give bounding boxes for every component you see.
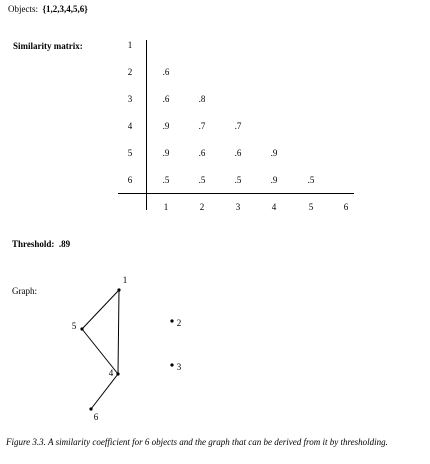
matrix-cell-6-1: .5 bbox=[162, 175, 170, 185]
graph-node-1 bbox=[117, 288, 120, 291]
threshold-label: Threshold: bbox=[12, 239, 55, 249]
graph-node-label-4: 4 bbox=[108, 368, 114, 379]
matrix-cell-4-1: .9 bbox=[162, 121, 170, 131]
matrix-cell-5-2: .6 bbox=[198, 148, 206, 158]
matrix-cell-3-1: .6 bbox=[162, 94, 170, 104]
matrix-cell-5-4: .9 bbox=[270, 148, 278, 158]
graph-node-3 bbox=[170, 363, 173, 366]
matrix-row-label-6: 6 bbox=[127, 175, 133, 185]
matrix-col-label-2: 2 bbox=[199, 202, 205, 212]
graph-node-4 bbox=[116, 372, 119, 375]
graph-edge-1-4 bbox=[118, 290, 119, 374]
graph-node-5 bbox=[80, 327, 83, 330]
matrix-cell-4-2: .7 bbox=[198, 121, 206, 131]
graph-node-label-3: 3 bbox=[176, 362, 182, 373]
matrix-cell-6-5: .5 bbox=[307, 175, 315, 185]
matrix-cell-6-3: .5 bbox=[234, 175, 242, 185]
graph-node-6 bbox=[89, 407, 92, 410]
objects-label: Objects: bbox=[8, 4, 38, 14]
graph-node-label-2: 2 bbox=[176, 318, 182, 329]
graph-node-label-6: 6 bbox=[93, 412, 99, 423]
matrix-col-label-5: 5 bbox=[308, 202, 314, 212]
graph-node-label-1: 1 bbox=[122, 275, 128, 286]
matrix-col-label-4: 4 bbox=[271, 202, 277, 212]
matrix-col-label-1: 1 bbox=[163, 202, 169, 212]
figure-caption: Figure 3.3. A similarity coefficient for 6 objects and the graph that can be derived from it by thresholding. bbox=[6, 437, 388, 447]
matrix-row-label-2: 2 bbox=[127, 67, 133, 77]
matrix-row-label-1: 1 bbox=[127, 40, 133, 50]
matrix-cell-4-3: .7 bbox=[234, 121, 242, 131]
graph-edge-1-5 bbox=[82, 290, 119, 329]
graph-node-label-5: 5 bbox=[71, 321, 77, 332]
matrix-col-label-6: 6 bbox=[343, 202, 349, 212]
graph-title: Graph: bbox=[12, 286, 37, 296]
graph-edge-4-6 bbox=[91, 374, 118, 409]
objects-set: {1,2,3,4,5,6} bbox=[42, 4, 88, 14]
matrix-cell-6-4: .9 bbox=[270, 175, 278, 185]
similarity-matrix-title: Similarity matrix: bbox=[13, 41, 83, 51]
matrix-cell-5-1: .9 bbox=[162, 148, 170, 158]
matrix-cell-3-2: .8 bbox=[198, 94, 206, 104]
threshold-value: .89 bbox=[58, 239, 71, 249]
matrix-cell-6-2: .5 bbox=[198, 175, 206, 185]
matrix-row-label-3: 3 bbox=[127, 94, 133, 104]
matrix-row-label-4: 4 bbox=[127, 121, 133, 131]
matrix-row-label-5: 5 bbox=[127, 148, 133, 158]
graph-node-2 bbox=[170, 319, 173, 322]
matrix-col-label-3: 3 bbox=[235, 202, 241, 212]
matrix-cell-5-3: .6 bbox=[234, 148, 242, 158]
matrix-cell-2-1: .6 bbox=[162, 67, 170, 77]
